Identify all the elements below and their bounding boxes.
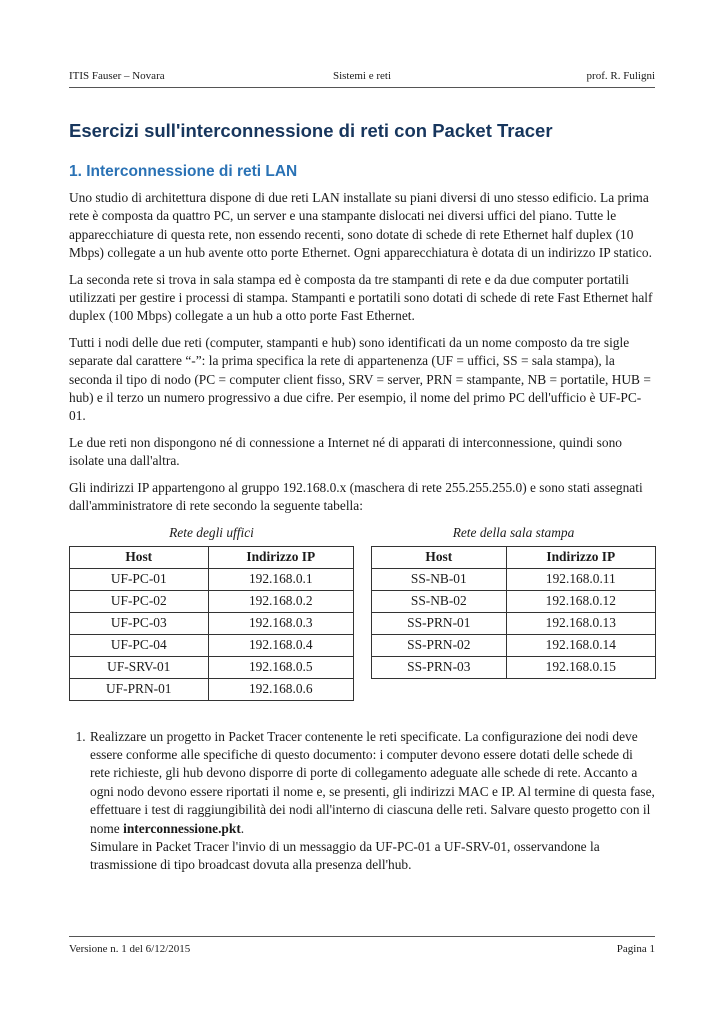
- offices-table-caption: Rete degli uffici: [169, 524, 254, 540]
- document-body: [69, 118, 655, 875]
- paragraph: Le due reti non dispongono né di connessione a Internet né di apparati di interconnessione, quindi sono isolate una dall'altra.: [69, 434, 622, 469]
- table-header-row: [372, 546, 656, 568]
- host-cell: UF-PC-02: [70, 590, 209, 612]
- host-cell: SS-PRN-02: [372, 634, 507, 656]
- footer-page-number: Pagina 1: [616, 943, 655, 955]
- exercise-text: Realizzare un progetto in Packet Tracer contenente le reti specificate. La configurazione dei nodi deve essere conforme alle specifiche di questo documento: i computer devono essere dotati delle schede di rete richieste, gli hub devono disporre di porte di collegamento adeguate alle schede di rete. Accanto a ogni nodo devono essere riportati il nome e, se presenti, gli indirizzi MAC e IP. Al termine di questa fase, effettuare i test di raggiungibilità dei nodi all'interno di ciascuna delle reti. Salvare questo progetto con il nome: [90, 728, 655, 836]
- ip-cell: 192.168.0.14: [506, 634, 655, 656]
- header-subject: Sistemi e reti: [332, 70, 392, 82]
- header-author: prof. R. Fuligni: [586, 70, 655, 82]
- host-cell: UF-PC-01: [70, 568, 209, 590]
- exercise-text-end: .: [240, 820, 245, 836]
- host-cell: UF-SRV-01: [70, 656, 209, 678]
- ip-cell: 192.168.0.13: [506, 612, 655, 634]
- table-row: [372, 634, 656, 656]
- page-header: [69, 67, 655, 88]
- host-cell: SS-NB-01: [372, 568, 507, 590]
- column-header-ip: Indirizzo IP: [506, 546, 655, 568]
- table-row: [70, 656, 354, 678]
- table-row: [70, 678, 354, 700]
- exercise-item: [89, 728, 655, 875]
- footer-version: Versione n. 1 del 6/12/2015: [69, 943, 191, 955]
- ip-cell: 192.168.0.15: [506, 656, 655, 678]
- offices-table-block: [69, 524, 354, 701]
- ip-cell: 192.168.0.3: [208, 612, 353, 634]
- host-cell: SS-PRN-01: [372, 612, 507, 634]
- ip-cell: 192.168.0.4: [208, 634, 353, 656]
- host-cell: SS-NB-02: [372, 590, 507, 612]
- host-cell: UF-PC-04: [70, 634, 209, 656]
- ip-cell: 192.168.0.1: [208, 568, 353, 590]
- print-room-table-block: [371, 524, 656, 679]
- exercise-list: [69, 728, 655, 875]
- print-room-table: [371, 546, 656, 679]
- table-row: [372, 612, 656, 634]
- paragraph: Uno studio di architettura dispone di due reti LAN installate su piani diversi di uno stesso edificio. La prima rete è composta da quattro PC, un server e una stampante dislocati nei diversi uffici del piano. Tutte le apparecchiature di questa rete, non essendo recenti, sono dotate di schede di rete Ethernet half duplex (10 Mbps) collegate a un hub avente otto porte Ethernet. Ogni apparecchiatura è dotata di un indirizzo IP statico.: [69, 190, 652, 261]
- table-row: [70, 590, 354, 612]
- paragraph: Tutti i nodi delle due reti (computer, stampanti e hub) sono identificati da un nome composto da tre sigle separate dal carattere “-”: la prima specifica la rete di appartenenza (UF = uffici, SS = sala stampa), la seconda il tipo di nodo (PC = computer client fisso, SRV = server, PRN = stampante, NB = portatile, HUB = hub) e il terzo un numero progressivo a due cifre. Per esempio, il nome del primo PC dell'ufficio è UF-PC-01.: [69, 334, 651, 424]
- host-cell: UF-PC-03: [70, 612, 209, 634]
- column-header-ip: Indirizzo IP: [208, 546, 353, 568]
- document-title: Esercizi sull'interconnessione di reti con Packet Tracer: [69, 120, 553, 141]
- table-row: [372, 656, 656, 678]
- host-cell: SS-PRN-03: [372, 656, 507, 678]
- offices-table: [69, 546, 354, 701]
- exercise-simulation-text: Simulare in Packet Tracer l'invio di un messaggio da UF-PC-01 a UF-SRV-01, osservandone la trasmissione di tipo broadcast dovuta alla presenza dell'hub.: [90, 838, 600, 873]
- ip-cell: 192.168.0.5: [208, 656, 353, 678]
- paragraph: La seconda rete si trova in sala stampa ed è composta da tre stampanti di rete e da due computer portatili utilizzati per gestire i processi di stampa. Stampanti e portatili sono dotati di schede di rete Fast Ethernet half duplex (100 Mbps) collegate a un hub a otto porte Fast Ethernet.: [69, 271, 653, 324]
- ip-cell: 192.168.0.2: [208, 590, 353, 612]
- ip-cell: 192.168.0.6: [208, 678, 353, 700]
- ip-cell: 192.168.0.12: [506, 590, 655, 612]
- table-row: [372, 590, 656, 612]
- header-school: ITIS Fauser – Novara: [69, 70, 165, 82]
- section-title: 1. Interconnessione di reti LAN: [69, 163, 298, 180]
- ip-tables: [69, 524, 655, 710]
- column-header-host: Host: [70, 546, 209, 568]
- table-row: [372, 568, 656, 590]
- table-row: [70, 634, 354, 656]
- paragraph: Gli indirizzi IP appartengono al gruppo 192.168.0.x (maschera di rete 255.255.255.0) e sono stati assegnati dall'amministratore di rete secondo la seguente tabella:: [69, 479, 643, 514]
- print-room-table-caption: Rete della sala stampa: [452, 524, 575, 540]
- table-header-row: [70, 546, 354, 568]
- ip-cell: 192.168.0.11: [506, 568, 655, 590]
- page-footer: [69, 936, 655, 957]
- project-filename: interconnessione.pkt: [123, 820, 241, 836]
- table-row: [70, 612, 354, 634]
- column-header-host: Host: [372, 546, 507, 568]
- host-cell: UF-PRN-01: [70, 678, 209, 700]
- table-row: [70, 568, 354, 590]
